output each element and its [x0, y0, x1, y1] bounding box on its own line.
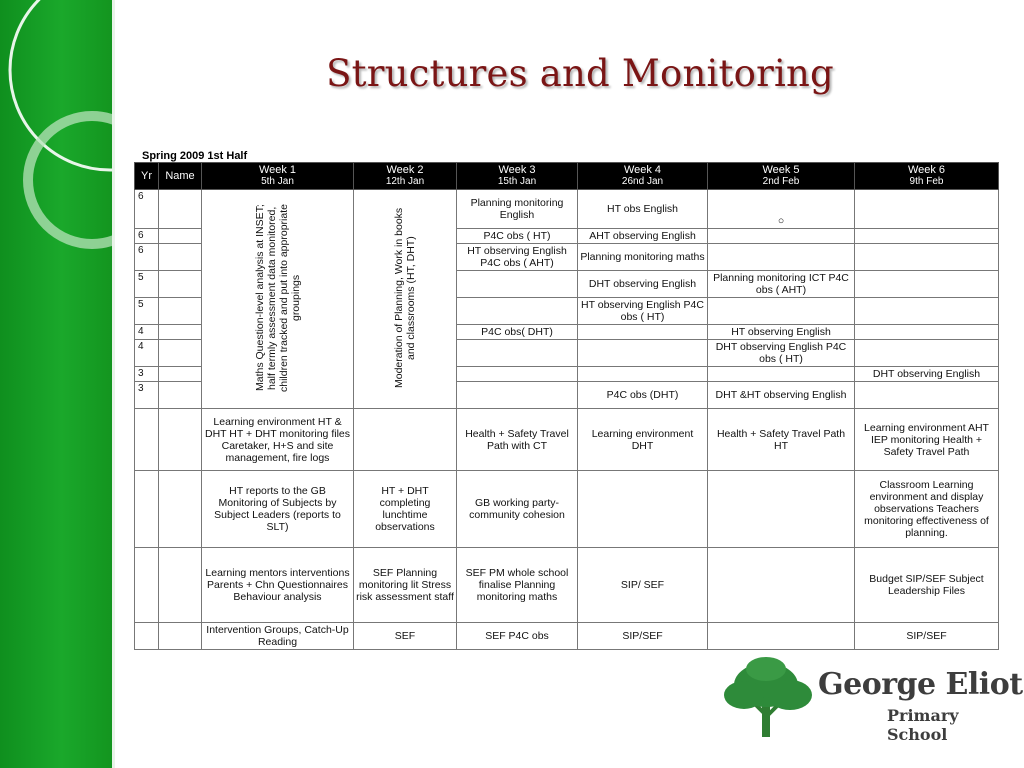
week1-cell: Intervention Groups, Catch-Up Reading — [202, 623, 354, 650]
name-cell — [159, 382, 202, 409]
week6-cell — [855, 340, 999, 367]
week3-cell: SEF PM whole school finalise Planning monitoring maths — [457, 548, 578, 623]
header-week-3 — [457, 163, 578, 190]
week1-cell: Learning environment HT & DHT HT + DHT monitoring files Caretaker, H+S and site management, fire logs — [202, 409, 354, 471]
week5-cell: DHT observing English P4C obs ( HT) — [708, 340, 855, 367]
week-date: 2nd Feb — [762, 176, 800, 187]
year-cell: 4 — [135, 340, 159, 367]
year-cell — [135, 409, 159, 471]
week6-cell — [855, 244, 999, 271]
week2-cell: SEF — [354, 623, 457, 650]
header-week-4 — [578, 163, 708, 190]
week6-cell — [855, 190, 999, 229]
name-cell — [159, 190, 202, 229]
week3-cell — [457, 271, 578, 298]
week5-cell — [708, 623, 855, 650]
week2-cell — [354, 409, 457, 471]
week3-cell: SEF P4C obs — [457, 623, 578, 650]
week6-cell — [855, 229, 999, 244]
schedule-grid — [134, 162, 999, 650]
week-label: Week 5 — [762, 164, 800, 176]
year-cell: 6 — [135, 190, 159, 229]
week4-cell — [578, 367, 708, 382]
sidebar-divider — [112, 0, 115, 768]
week-date: 12th Jan — [385, 176, 425, 187]
year-cell: 4 — [135, 325, 159, 340]
week2-cell: SEF Planning monitoring lit Stress risk assessment staff — [354, 548, 457, 623]
logo-text-subtitle: Primary School — [887, 706, 959, 744]
week3-cell — [457, 298, 578, 325]
table-row — [135, 190, 999, 229]
name-cell — [159, 548, 202, 623]
week3-cell — [457, 367, 578, 382]
week-date: 15th Jan — [497, 176, 537, 187]
week3-cell: P4C obs( DHT) — [457, 325, 578, 340]
week4-cell: SIP/SEF — [578, 623, 708, 650]
week6-cell: DHT observing English — [855, 367, 999, 382]
week4-cell: Learning environment DHT — [578, 409, 708, 471]
decorative-sidebar — [0, 0, 112, 768]
tree-icon — [720, 655, 820, 745]
name-cell — [159, 340, 202, 367]
week5-cell — [708, 471, 855, 548]
week4-cell: P4C obs (DHT) — [578, 382, 708, 409]
name-cell — [159, 471, 202, 548]
week1-cell: Learning mentors interventions Parents + Chn Questionnaires Behaviour analysis — [202, 548, 354, 623]
year-cell: 3 — [135, 382, 159, 409]
week5-cell — [708, 244, 855, 271]
week6-cell — [855, 325, 999, 340]
week3-cell — [457, 340, 578, 367]
week4-cell: Planning monitoring maths — [578, 244, 708, 271]
table-row — [135, 409, 999, 471]
name-cell — [159, 229, 202, 244]
week5-cell: ○ — [708, 190, 855, 229]
header-week-5 — [708, 163, 855, 190]
year-cell: 5 — [135, 271, 159, 298]
week2-merged-cell — [354, 190, 457, 409]
week5-cell: Health + Safety Travel Path HT — [708, 409, 855, 471]
table-row — [135, 623, 999, 650]
header-week-6 — [855, 163, 999, 190]
week3-cell: Planning monitoring English — [457, 190, 578, 229]
name-cell — [159, 623, 202, 650]
name-cell — [159, 367, 202, 382]
table-row — [135, 548, 999, 623]
week4-cell: HT observing English P4C obs ( HT) — [578, 298, 708, 325]
name-cell — [159, 409, 202, 471]
year-cell — [135, 623, 159, 650]
week6-cell — [855, 298, 999, 325]
week1-merged-cell — [202, 190, 354, 409]
week-label: Week 4 — [623, 164, 662, 176]
week-label: Week 3 — [498, 164, 536, 176]
week5-cell — [708, 548, 855, 623]
week-label: Week 6 — [907, 164, 946, 176]
week5-cell — [708, 298, 855, 325]
header-yr: Yr — [135, 163, 159, 190]
year-cell — [135, 471, 159, 548]
name-cell — [159, 325, 202, 340]
week2-merged-text: Moderation of Planning, Work in books and classrooms (HT, DHT) — [393, 207, 417, 388]
table-title: Spring 2009 1st Half — [142, 150, 248, 162]
week4-cell: SIP/ SEF — [578, 548, 708, 623]
week-label: Week 2 — [386, 164, 424, 176]
week-date: 26nd Jan — [621, 176, 664, 187]
decorative-circles — [0, 0, 112, 768]
week6-cell: Learning environment AHT IEP monitoring Health + Safety Travel Path — [855, 409, 999, 471]
header-row — [135, 163, 999, 190]
week5-cell — [708, 367, 855, 382]
week-date: 9th Feb — [909, 176, 944, 187]
week3-cell — [457, 382, 578, 409]
week4-cell — [578, 340, 708, 367]
header-name: Name — [159, 163, 202, 190]
week5-cell: DHT &HT observing English — [708, 382, 855, 409]
monitoring-schedule-table — [134, 162, 998, 650]
slide-title: Structures and Monitoring — [326, 52, 834, 95]
week1-cell: HT reports to the GB Monitoring of Subjects by Subject Leaders (reports to SLT) — [202, 471, 354, 548]
year-cell: 5 — [135, 298, 159, 325]
week-date: 5th Jan — [261, 176, 294, 187]
logo-text-school-name: George Eliot — [818, 667, 1023, 702]
week6-cell: Budget SIP/SEF Subject Leadership Files — [855, 548, 999, 623]
week5-cell — [708, 229, 855, 244]
week6-cell — [855, 382, 999, 409]
name-cell — [159, 244, 202, 271]
week4-cell: AHT observing English — [578, 229, 708, 244]
week1-merged-text: Maths Question-level analysis at INSET; half termly assessment data monitored, children tracked and put into appropriate groupings — [253, 203, 302, 392]
week4-cell: HT obs English — [578, 190, 708, 229]
year-cell: 6 — [135, 244, 159, 271]
week4-cell — [578, 325, 708, 340]
table-row — [135, 471, 999, 548]
week-label: Week 1 — [258, 164, 297, 176]
week5-cell: Planning monitoring ICT P4C obs ( AHT) — [708, 271, 855, 298]
header-week-1 — [202, 163, 354, 190]
week6-cell — [855, 271, 999, 298]
header-week-2 — [354, 163, 457, 190]
week6-cell: SIP/SEF — [855, 623, 999, 650]
name-cell — [159, 298, 202, 325]
week4-cell: DHT observing English — [578, 271, 708, 298]
year-cell: 3 — [135, 367, 159, 382]
week2-cell: HT + DHT completing lunchtime observations — [354, 471, 457, 548]
name-cell — [159, 271, 202, 298]
year-cell: 6 — [135, 229, 159, 244]
week6-cell: Classroom Learning environment and display observations Teachers monitoring effectiveness of planning. — [855, 471, 999, 548]
week3-cell: P4C obs ( HT) — [457, 229, 578, 244]
week4-cell — [578, 471, 708, 548]
week3-cell: HT observing English P4C obs ( AHT) — [457, 244, 578, 271]
week5-cell: HT observing English — [708, 325, 855, 340]
week3-cell: GB working party- community cohesion — [457, 471, 578, 548]
year-cell — [135, 548, 159, 623]
week3-cell: Health + Safety Travel Path with CT — [457, 409, 578, 471]
